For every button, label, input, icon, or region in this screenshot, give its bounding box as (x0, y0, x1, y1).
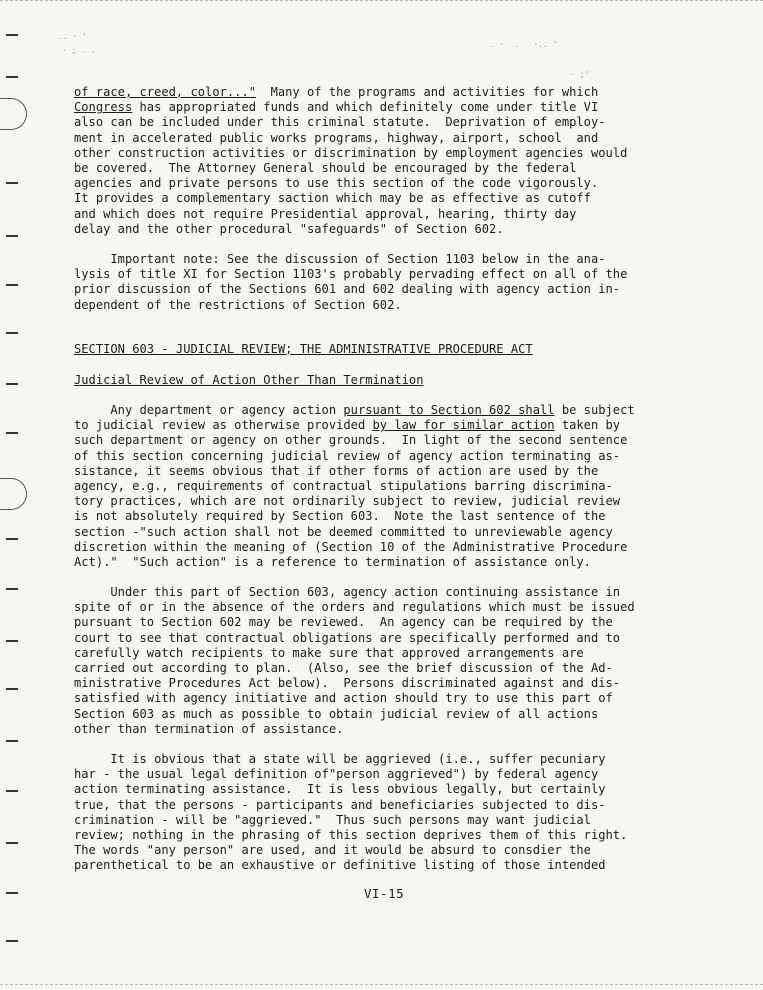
margin-mark (6, 235, 18, 237)
text-line: prior discussion of the Sections 601 and 602 dealing with agency action in- (74, 282, 621, 297)
text-line: be subject (554, 403, 635, 417)
margin-mark (6, 688, 18, 690)
underlined-phrase: of race, creed, color..." (74, 85, 257, 99)
text-line: delay and the other procedural "safeguards" of Section 602. (74, 221, 504, 236)
margin-mark (6, 76, 18, 78)
punch-hole (0, 98, 27, 130)
text-line: pursuant to Section 602 may be reviewed. An agency can be required by the (74, 615, 613, 630)
margin-mark (6, 383, 18, 385)
underlined-phrase: Congress (74, 100, 133, 115)
scan-noise: · ; . . (62, 46, 96, 55)
text-line: Important note: See the discussion of Section 1103 below in the ana- (74, 252, 606, 266)
text-line: Many of the programs and activities for which (256, 85, 599, 99)
scan-noise: . · . ·.. ' (490, 40, 558, 49)
paragraph-5 (74, 752, 674, 874)
margin-mark (6, 332, 18, 334)
text-line: satisfied with agency initiative and action should try to use this part of (74, 691, 613, 706)
page-bottom-edge (0, 984, 763, 985)
underlined-phrase: pursuant to Section 602 shall (343, 403, 555, 417)
margin-mark (6, 740, 18, 742)
margin-mark (6, 892, 18, 894)
punch-hole (0, 478, 27, 510)
text-line: It provides a complementary saction which may be as effective as cutoff (74, 191, 591, 206)
text-line: har - the usual legal definition of"person aggrieved") by federal agency (74, 767, 599, 782)
text-line: true, that the persons - participants and beneficiaries subjected to dis- (74, 797, 606, 812)
text-line: ministrative Procedures Act below). Persons discriminated against and dis- (74, 676, 621, 691)
underlined-phrase: by law for similar action (372, 418, 555, 433)
text-line: ment in accelerated public works programs, highway, airport, school and (74, 130, 599, 145)
text-line: discretion within the meaning of (Section 10 of the Administrative Procedure (74, 539, 628, 554)
text-line: tory practices, which are not ordinarily subject to review, judicial review (74, 494, 621, 509)
text-line: carefully watch recipients to make sure that approved arrangements are (74, 645, 584, 660)
text-line: taken by (554, 418, 621, 433)
text-line: other than termination of assistance. (74, 721, 344, 736)
text-line: and which does not require Presidential approval, hearing, thirty day (74, 206, 577, 221)
margin-mark (6, 538, 18, 540)
scan-noise: · ;' (570, 70, 590, 79)
text-line: action terminating assistance. It is less obvious legally, but certainly (74, 782, 606, 797)
page-number: VI-15 (364, 886, 405, 901)
paragraph-4 (74, 585, 674, 737)
margin-mark (6, 842, 18, 844)
text-line: court to see that contractual obligations are specifically performed and to (74, 630, 621, 645)
margin-mark (6, 588, 18, 590)
section-heading: SECTION 603 - JUDICIAL REVIEW; THE ADMINISTRATIVE PROCEDURE ACT (74, 342, 533, 356)
text-line: agency, e.g., requirements of contractual stipulations barring discrimina- (74, 479, 613, 494)
margin-mark (6, 182, 18, 184)
text-line: Section 603 as much as possible to obtain judicial review of all actions (74, 706, 599, 721)
margin-mark (6, 640, 18, 642)
text-line: such department or agency on other grounds. In light of the second sentence (74, 433, 628, 448)
text-line: agencies and private persons to use this section of the code vigorously. (74, 176, 599, 191)
subheading: Judicial Review of Action Other Than Termination (74, 373, 424, 387)
text-line: review; nothing in the phrasing of this section deprives them of this right. (74, 828, 628, 843)
page-top-edge (0, 0, 763, 1)
margin-mark (6, 790, 18, 792)
text-line: has appropriated funds and which definitely come under title VI (132, 100, 599, 115)
text-line: to judicial review as otherwise provided (74, 418, 373, 433)
text-line: also can be included under this criminal statute. Deprivation of employ- (74, 115, 606, 130)
text-line: parenthetical to be an exhaustive or definitive listing of those intended (74, 858, 606, 873)
paragraph-3 (74, 403, 674, 570)
text-line: crimination - will be "aggrieved." Thus such persons may want judicial (74, 812, 591, 827)
text-line: dependent of the restrictions of Section 602. (74, 297, 402, 312)
text-line: Any department or agency action (74, 403, 344, 417)
margin-mark (6, 940, 18, 942)
text-line: It is obvious that a state will be aggrieved (i.e., suffer pecuniary (74, 752, 606, 766)
text-line: other construction activities or discrimination by employment agencies would (74, 145, 628, 160)
text-line: spite of or in the absence of the orders and regulations which must be issued (74, 600, 635, 615)
margin-mark (6, 432, 18, 434)
margin-mark (6, 34, 18, 36)
text-line: sistance, it seems obvious that if other forms of action are used by the (74, 463, 599, 478)
text-line: carried out according to plan. (Also, see the brief discussion of the Ad- (74, 661, 613, 676)
text-line: The words "any person" are used, and it would be absurd to consdier the (74, 843, 591, 858)
text-line: of this section concerning judicial review of agency action terminating as- (74, 448, 621, 463)
text-line: be covered. The Attorney General should be encouraged by the federal (74, 161, 577, 176)
margin-mark (6, 284, 18, 286)
text-line: section -"such action shall not be deemed committed to unreviewable agency (74, 524, 613, 539)
paragraph-2 (74, 252, 674, 313)
text-line: Act)." "Such action" is a reference to termination of assistance only. (74, 555, 591, 570)
text-line: is not absolutely required by Section 603. Note the last sentence of the (74, 509, 606, 524)
text-line: lysis of title XI for Section 1103's probably pervading effect on all of the (74, 267, 628, 282)
scan-noise: .. · ' (58, 32, 87, 41)
paragraph-1 (74, 85, 674, 237)
text-line: Under this part of Section 603, agency action continuing assistance in (74, 585, 621, 599)
